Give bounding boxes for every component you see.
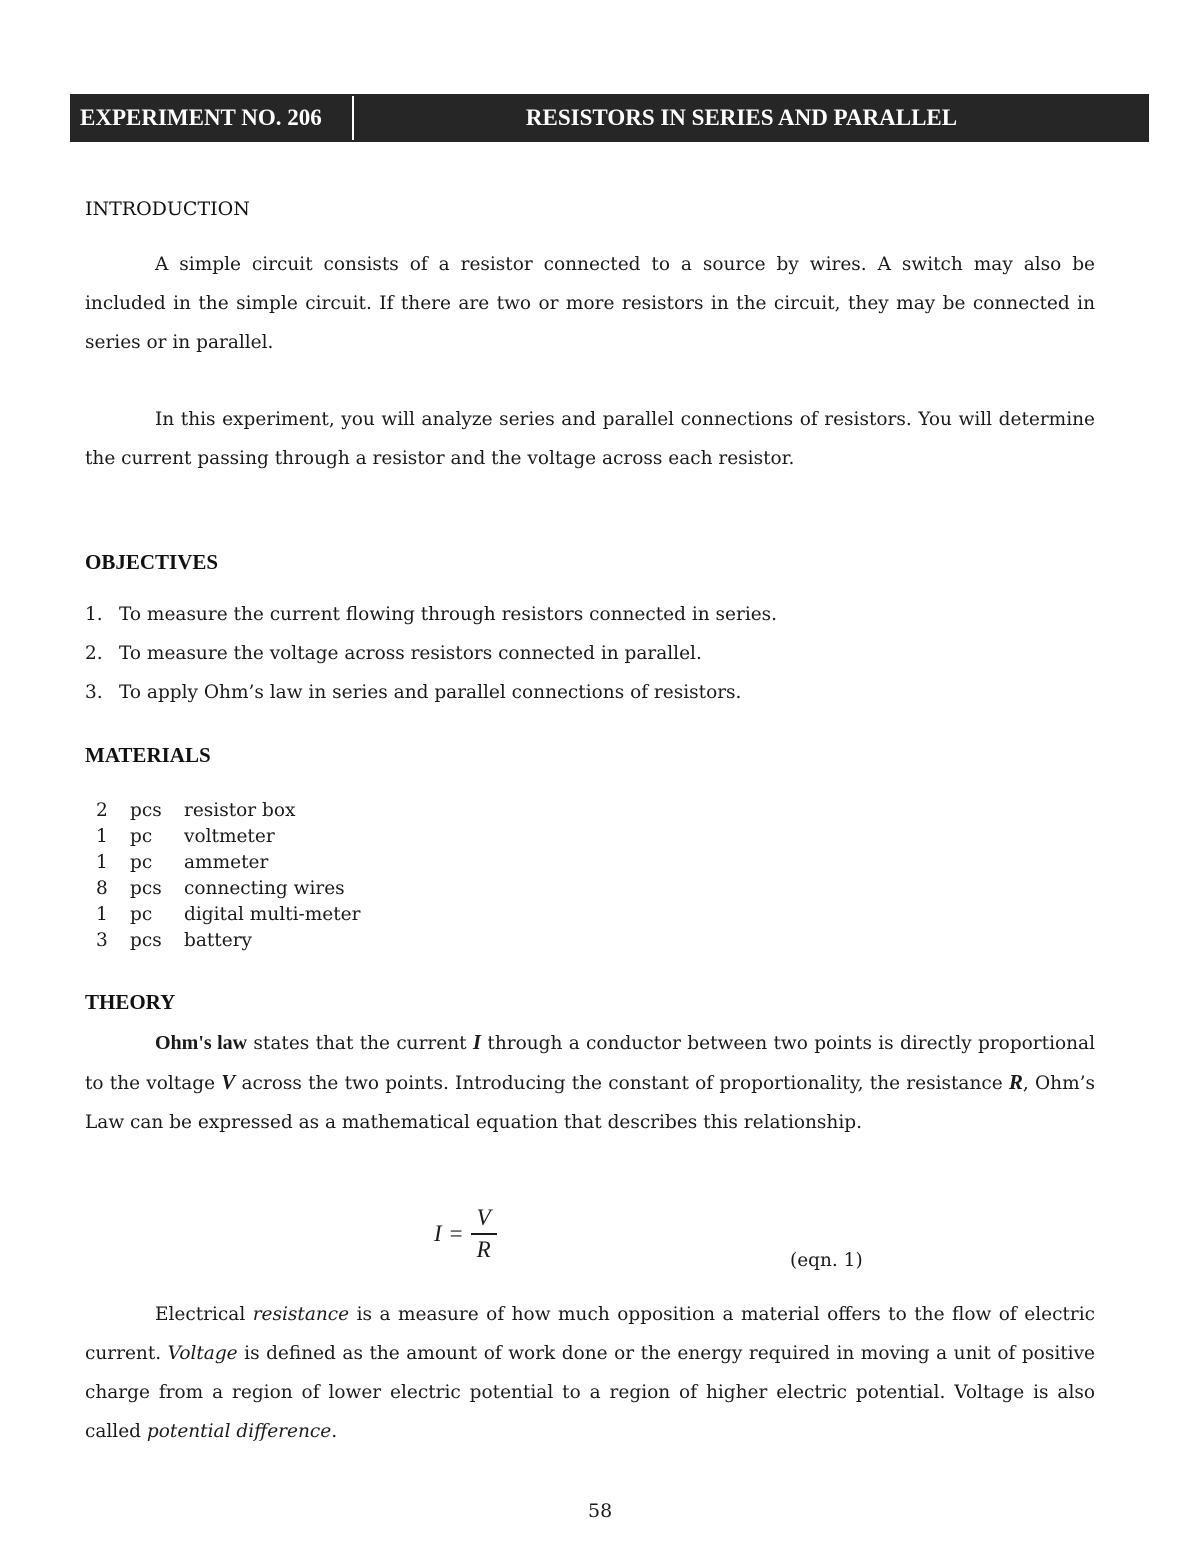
theory-text: states that the current <box>247 1033 473 1054</box>
page-number: 58 <box>588 1500 613 1522</box>
current-symbol: I <box>472 1030 482 1054</box>
experiment-title: RESISTORS IN SERIES AND PARALLEL <box>525 105 958 130</box>
materials-row <box>92 901 360 927</box>
theory-heading: THEORY <box>85 990 176 1014</box>
theory-text: through a conductor between two points is directly proportional to the voltage <box>85 1033 1095 1094</box>
experiment-number: EXPERIMENT NO. 206 <box>80 105 322 130</box>
voltage-symbol: V <box>221 1070 236 1094</box>
material-item: connecting wires <box>184 877 345 899</box>
objectives-heading: OBJECTIVES <box>85 550 219 574</box>
material-qty: 1 <box>96 851 108 873</box>
theory-paragraph-1 <box>85 1023 1095 1142</box>
voltage-term: Voltage <box>167 1343 238 1364</box>
material-item: resistor box <box>184 799 296 821</box>
materials-row <box>92 823 360 849</box>
material-unit: pcs <box>130 929 162 951</box>
material-item: battery <box>184 929 252 951</box>
objective-number: 1. <box>85 604 103 625</box>
potential-difference-term: potential difference <box>146 1421 332 1442</box>
material-unit: pc <box>130 903 153 925</box>
materials-row <box>92 875 360 901</box>
material-qty: 8 <box>96 877 108 899</box>
theory-text: Electrical <box>155 1304 253 1325</box>
materials-row <box>92 927 360 953</box>
theory-text: across the two points. Introducing the constant of proportionality, the resistance <box>235 1073 1009 1094</box>
equation-lhs: I <box>434 1220 442 1246</box>
objective-item <box>85 639 777 678</box>
equation-denominator: R <box>476 1236 491 1262</box>
objective-text: To apply Ohm’s law in series and parallel connections of resistors. <box>119 682 742 703</box>
ohms-law-equation <box>434 1205 497 1263</box>
material-unit: pc <box>130 825 153 847</box>
objectives-list <box>85 600 777 717</box>
material-item: digital multi-meter <box>184 903 361 925</box>
material-qty: 2 <box>96 799 108 821</box>
resistance-symbol: R <box>1008 1070 1023 1094</box>
objective-number: 3. <box>85 682 103 703</box>
ohms-law-term: Ohm's law <box>155 1032 248 1054</box>
material-qty: 1 <box>96 903 108 925</box>
objective-item <box>85 678 777 717</box>
materials-row <box>92 797 360 823</box>
introduction-paragraph-1 <box>85 245 1095 362</box>
materials-table <box>92 797 360 953</box>
theory-text: is defined as the amount of work done or the energy required in moving a unit of positive charge from a region of lower electric potential to a region of higher electric potential. Voltage is also called <box>85 1343 1095 1442</box>
equation-numerator: V <box>476 1205 491 1230</box>
objective-item <box>85 600 777 639</box>
materials-row <box>92 849 360 875</box>
introduction-heading: INTRODUCTION <box>85 198 250 220</box>
materials-heading: MATERIALS <box>85 743 211 767</box>
resistance-term: resistance <box>252 1304 350 1325</box>
objective-number: 2. <box>85 643 103 664</box>
equals-sign: = <box>449 1220 463 1246</box>
objective-text: To measure the current flowing through resistors connected in series. <box>119 604 778 625</box>
equation-fraction <box>471 1205 497 1263</box>
material-unit: pcs <box>130 799 162 821</box>
introduction-text-2: In this experiment, you will analyze series and parallel connections of resistors. You will determine the current passing through a resistor and the voltage across each resistor. <box>85 409 1095 469</box>
theory-text: is a measure of how much opposition a material offers to the flow of electric current. <box>85 1304 1095 1364</box>
material-qty: 3 <box>96 929 108 951</box>
introduction-text-1: A simple circuit consists of a resistor connected to a source by wires. A switch may also be included in the simple circuit. If there are two or more resistors in the circuit, they may be connected in series or in parallel. <box>85 254 1095 353</box>
objective-text: To measure the voltage across resistors connected in parallel. <box>119 643 702 664</box>
material-unit: pcs <box>130 877 162 899</box>
experiment-header <box>70 94 1149 142</box>
material-item: ammeter <box>184 851 269 873</box>
fraction-bar <box>471 1233 497 1235</box>
introduction-paragraph-2 <box>85 400 1095 478</box>
theory-paragraph-2 <box>85 1295 1095 1451</box>
material-qty: 1 <box>96 825 108 847</box>
theory-text: , Ohm’s Law can be expressed as a mathematical equation that describes this relationship. <box>85 1073 1095 1133</box>
equation-label: (eqn. 1) <box>790 1250 863 1271</box>
material-item: voltmeter <box>184 825 275 847</box>
theory-text: . <box>331 1421 338 1442</box>
material-unit: pc <box>130 851 153 873</box>
